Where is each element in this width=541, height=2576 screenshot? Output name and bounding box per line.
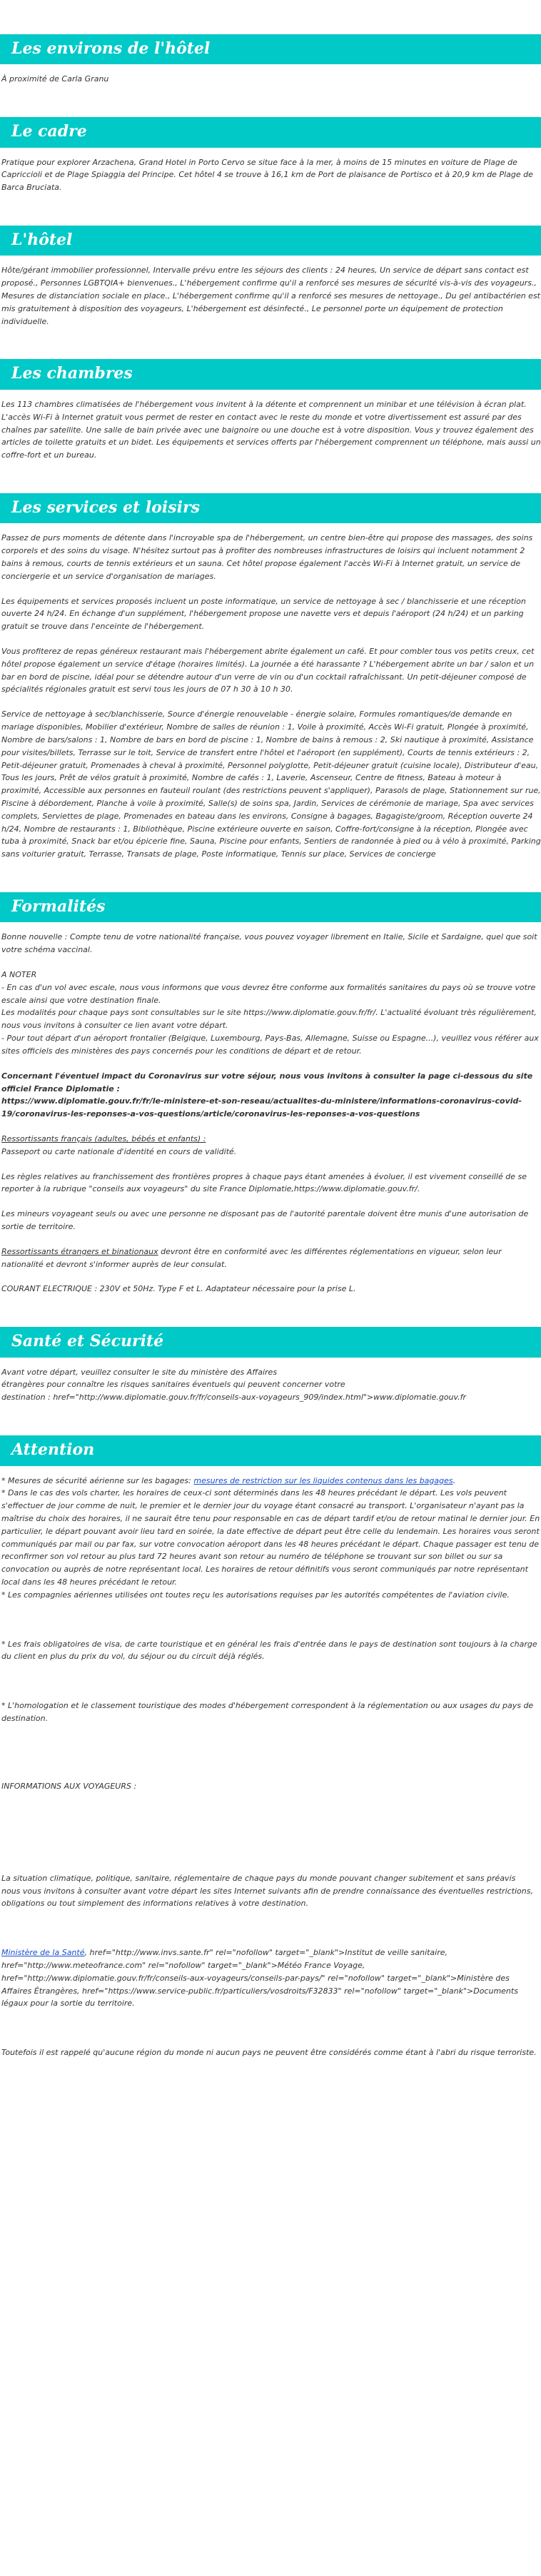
section-services bbox=[0, 493, 541, 861]
attention-paragraph bbox=[1, 1475, 541, 1602]
section-hotel bbox=[0, 226, 541, 328]
formalites-coronavirus-link[interactable]: Concernant l'éventuel impact du Coronavirus sur votre séjour, nous vous invitons à consulter la page ci-dessous du site officiel France Diplomatie : https://www.diplomatie.gouv.fr/fr/le-ministere-et-son-reseau/actualites-du-ministere/informations-coronavirus-covid-19/coronavirus-les-reponses-a-vos-questions/article/coronavirus-les-reponses-a-vos-questions bbox=[1, 1071, 533, 1119]
formalites-electricite: COURANT ELECTRIQUE : 230V et 50Hz. Type F et L. Adaptateur nécessaire pour la prise L. bbox=[1, 1284, 356, 1294]
formalites-paragraph: Les mineurs voyageant seuls ou avec une personne ne disposant pas de l'autorité parentale doivent être munis d'une autorisation de sortie de territoire. bbox=[1, 1209, 529, 1232]
chambres-text: Les 113 chambres climatisées de l'hébergement vous invitent à la détente et comprennent un minibar et une télévision à écran plat. L'accès Wi-Fi à Internet gratuit vous permet de rester en contact avec le reste du monde et votre divertissement est assuré par des chaînes par satellite. Une salle de bain privée avec une baignoire ou une douche est à votre disposition. Vous y trouvez également des articles de toilette gratuits et un bidet. Les équipements et services offerts par l'hébergement comprennent un téléphone, mais aussi un coffre-fort et un bureau. bbox=[1, 399, 541, 460]
environs-text: À proximité de Carla Granu bbox=[1, 74, 109, 84]
formalites-etrangers bbox=[1, 1246, 541, 1271]
section-title-attention: Attention bbox=[0, 1435, 541, 1465]
liquides-restriction-link[interactable]: mesures de restriction sur les liquides contenus dans les bagages bbox=[193, 1475, 453, 1485]
section-formalites bbox=[0, 892, 541, 1295]
section-attention bbox=[0, 1435, 541, 2059]
section-cadre bbox=[0, 117, 541, 194]
attention-paragraph: * Les frais obligatoires de visa, de carte touristique et en général les frais d'entrée dans le pays de destination sont toujours à la charge du client en plus du prix du vol, du séjour ou du circuit déjà réglés. bbox=[1, 1639, 537, 1662]
section-environs bbox=[0, 34, 541, 86]
formalites-ressortissants-text: Passeport ou carte nationale d'identité en cours de validité. bbox=[1, 1146, 237, 1156]
ressortissants-francais-heading: Ressortissants français (adultes, bébés et enfants) : bbox=[1, 1133, 206, 1143]
services-paragraph: Passez de purs moments de détente dans l'incroyable spa de l'hébergement, un centre bien-être qui propose des massages, des soins corporels et des soins du visage. N'hésitez surtout pas à profiter des nombreuses infrastructures de loisirs qui incluent notamment 2 bains à remous, courts de tennis extérieurs et un sauna. Cet hôtel propose également l'accès Wi-Fi à Internet gratuit, un service de conciergerie et un service d'organisation de mariages. bbox=[1, 533, 533, 581]
section-title-sante: Santé et Sécurité bbox=[0, 1327, 541, 1357]
services-list: Service de nettoyage à sec/blanchisserie, Source d'énergie renouvelable - énergie solaire, Formules romantiques/de demande en mariage disponibles, Mobilier d'extérieur, Nombre de salles de réunion : 1, Voile à proximité, Accès Wi-Fi gratuit, Plongée à proximité, Nombre de bars/salons : 1, Nombre de bars en bord de piscine : 1, Nombre de bains à remous : 2, Ski nautique à proximité, Assistance pour visites/billets, Terrasse sur le toit, Service de transfert entre l'hôtel et l'aéroport (en supplément), Courts de tennis extérieurs : 2, Petit-déjeuner gratuit, Promenades à cheval à proximité, Personnel polyglotte, Petit-déjeuner gratuit (cuisine locale), Distributeur d'eau, Tous les jours, Prêt de vélos gratuit à proximité, Nombre de cafés : 1, Laverie, Ascenseur, Centre de fitness, Bateau à moteur à proximité, Accessible aux personnes en fauteuil roulant (des restrictions peuvent s'appliquer), Parasols de plage, Stationnement sur rue, Piscine à débordement, Planche à voile à proximité, Salle(s) de soins spa, Jardin, Services de cérémonie de mariage, Spa avec services complets, Serviettes de plage, Promenades en bateau dans les environs, Consigne à bagages, Bagagiste/groom, Réception ouverte 24 h/24, Nombre de restaurants : 1, Bibliothèque, Piscine extérieure ouverte en saison, Coffre-fort/consigne à la réception, Plongée avec tuba à proximité, Snack bar et/ou épicerie fine, Sauna, Piscine pour enfants, Sentiers de randonnée à pied ou à vélo à proximité, Parking sans voiturier gratuit, Terrasse, Transats de plage, Poste informatique, Tennis sur place, Services de concierge bbox=[1, 709, 541, 859]
section-chambres bbox=[0, 359, 541, 461]
attention-terrorisme: Toutefois il est rappelé qu'aucune région du monde ni aucun pays ne peuvent être considérés comme étant à l'abri du risque terroriste. bbox=[1, 2048, 537, 2058]
hotel-text: Hôte/gérant immobilier professionnel, Intervalle prévu entre les séjours des clients : 24 heures, Un service de départ sans contact est proposé., Personnes LGBTQIA+ bienvenues., L'hébergement confirme qu'il a renforcé ses mesures de sécurité vis-à-vis des voyageurs., Mesures de distanciation sociale en place., L'hébergement confirme qu'il a renforcé ses mesures de nettoyage., Du gel antibactérien est mis gratuitement à disposition des voyageurs, L'hébergement est désinfecté., Le personnel porte un équipement de protection individuelle. bbox=[1, 266, 540, 326]
section-title-formalites: Formalités bbox=[0, 892, 541, 922]
attention-informations-heading: INFORMATIONS AUX VOYAGEURS : bbox=[1, 1781, 137, 1791]
section-sante bbox=[0, 1327, 541, 1404]
section-title-hotel: L'hôtel bbox=[0, 226, 541, 256]
services-paragraph: Les équipements et services proposés incluent un poste informatique, un service de nettoyage à sec / blanchisserie et une réception ouverte 24 h/24. En échange d'un supplément, l'hébergement propose une navette vers et depuis l'aéroport (24 h/24) et un parking gratuit se trouve dans l'enceinte de l'hébergement. bbox=[1, 596, 526, 632]
section-title-services: Les services et loisirs bbox=[0, 493, 541, 523]
attention-paragraph: * L'homologation et le classement touristique des modes d'hébergement correspondent à la réglementation ou aux usages du pays de destination. bbox=[1, 1701, 534, 1724]
services-paragraph: Vous profiterez de repas généreux restaurant mais l'hébergement abrite également un café. Et pour combler tous vos petits creux, cet hôtel propose également un service d'étage (horaires limités). La journée a été harassante ? L'hébergement abrite un bar / salon et un bar en bord de piscine, idéal pour se détendre autour d'un verre de vin ou d'un cocktail rafraîchissant. Un petit-déjeuner composé de spécialités régionales gratuit est servi tous les jours de 07 h 30 à 10 h 30. bbox=[1, 647, 535, 694]
attention-charter-text: . * Dans le cas des vols charter, les horaires de ceux-ci sont déterminés dans les 48 heures précédant le départ. Les vols peuvent s'effectuer de jour comme de nuit, le premier et le dernier jour du voyage étant consacré au transport. L'organisateur n'ayant pas la maîtrise du choix des horaires, il ne saurait être tenu pour responsable en cas de départ tardif et/ou de retour matinal le dernier jour. En particulier, le départ pouvant avoir lieu tard en soirée, la date effective de départ peut être celle du lendemain. Les horaires vous seront communiqués par mail ou par fax, sur votre convocation aéroport dans les 48 heures précédant le départ. Chaque passager est tenu de reconfirmer son vol retour au plus tard 72 heures avant son retour au numéro de téléphone se trouvant sur son billet ou sur sa convocation ou auprès de notre représentant local. Les horaires de retour définitifs vous seront communiqués par notre représentant local dans les 48 heures précédant le retour. * Les compagnies aériennes utilisées ont toutes reçu les autorisations requises par les autorités compétentes de l'aviation civile. bbox=[1, 1475, 540, 1600]
cadre-text: Pratique pour explorer Arzachena, Grand Hotel in Porto Cervo se situe face à la mer, à moins de 15 minutes en voiture de Plage de Capriccioli et de Plage Spiaggia del Principe. Cet hôtel 4 se trouve à 16,1 km de Port de plaisance de Portisco et à 20,9 km de Plage de Barca Bruciata. bbox=[1, 157, 533, 193]
formalites-paragraph: Bonne nouvelle : Compte tenu de votre nationalité française, vous pouvez voyager librement en Italie, Sicile et Sardaigne, quel que soit votre schéma vaccinal. bbox=[1, 932, 537, 955]
section-title-cadre: Le cadre bbox=[0, 117, 541, 147]
formalites-note: A NOTER - En cas d'un vol avec escale, nous vous informons que vous devrez être conforme aux formalités sanitaires du pays où se trouve votre escale ainsi que votre destination finale. Les modalités pour chaque pays sont consultables sur le site https://www.diplomatie.gouv.fr/fr/. L'actualité évoluant très régulièrement, nous vous invitons à consulter ce lien avant votre départ. - Pour tout départ d'un aéroport frontalier (Belgique, Luxembourg, Pays-Bas, Allemagne, Suisse ou Espagne...), veuillez vous référer aux sites officiels des ministères des pays concernés pour les conditions de départ et de retour. bbox=[1, 970, 539, 1056]
ressortissants-etrangers-text: devront être en conformité avec les différentes réglementations en vigueur, selon leur nationalité et devront s'informer auprès de leur consulat. bbox=[1, 1246, 502, 1269]
ressortissants-etrangers-heading: Ressortissants étrangers et binationaux bbox=[1, 1246, 158, 1256]
formalites-paragraph: Les règles relatives au franchissement des frontières propres à chaque pays étant amenées à évoluer, il est vivement conseillé de se reporter à la rubrique "conseils aux voyageurs" du site France Diplomatie,https://www.diplomatie.gouv.fr/. bbox=[1, 1171, 527, 1194]
ministere-sante-link[interactable]: Ministère de la Santé bbox=[1, 1948, 85, 1958]
attention-links-paragraph bbox=[1, 1946, 541, 2010]
formalites-ressortissants bbox=[1, 1133, 541, 1146]
attention-links-text: , href="http://www.invs.sante.fr" rel="nofollow" target="_blank">Institut de veille sanitaire, href="http://www.meteofrance.com" rel="nofollow" target="_blank">Météo France Voyage, href="http://www.diplomatie.gouv.fr/fr/conseils-aux-voyageurs/conseils-par-pays/" rel="nofollow" target="_blank">Ministère des Affaires Étrangères, href="https://www.service-public.fr/particuliers/vosdroits/F32833" rel="nofollow" target="_blank">Documents légaux pour la sortie du territoire. bbox=[1, 1948, 518, 2009]
section-title-chambres: Les chambres bbox=[0, 359, 541, 389]
sante-text: Avant votre départ, veuillez consulter le site du ministère des Affaires étrangères pour connaître les risques sanitaires éventuels qui peuvent concerner votre destination : href="http://www.diplomatie.gouv.fr/fr/conseils-aux-voyageurs_909/index.html">www.diplomatie.gouv.fr bbox=[1, 1367, 467, 1403]
attention-prefix: * Mesures de sécurité aérienne sur les bagages: bbox=[1, 1475, 194, 1485]
attention-paragraph: La situation climatique, politique, sanitaire, réglementaire de chaque pays du monde pouvant changer subitement et sans préavis nous vous invitons à consulter avant votre départ les sites Internet suivants afin de prendre connaissance des éventuelles restrictions, obligations ou tout simplement des informations relatives à votre destination. bbox=[1, 1873, 533, 1909]
section-title-environs: Les environs de l'hôtel bbox=[0, 34, 541, 64]
